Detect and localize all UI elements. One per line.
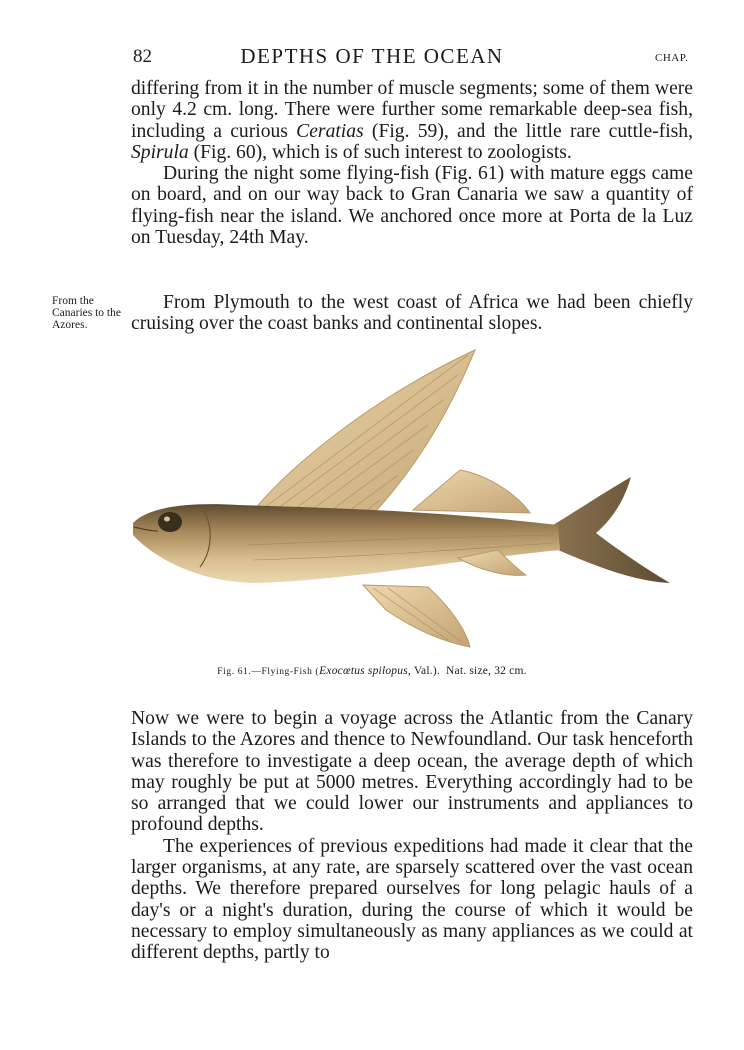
spirula-term: Spirula [131,141,189,163]
text-block-bottom [131,708,693,964]
running-title: DEPTHS OF THE OCEAN [240,44,504,68]
chapter-label: CHAP. [655,52,689,64]
fish-eye [158,512,182,532]
flying-fish-illustration [128,345,676,650]
paragraph-plymouth: From Plymouth to the west coast of Africa we had been chiefly cruising over the coast banks and continental slopes. [131,292,693,335]
caption-size: Nat. size, 32 cm. [446,665,527,677]
margin-note: From the Canaries to the Azores. [52,295,121,331]
running-header [0,44,744,70]
caption-author: , Val.). [407,665,440,677]
paragraph-atlantic-voyage: Now we were to begin a voyage across the Atlantic from the Canary Islands to the Azores and thence to Newfoundland. Our task henceforth was therefore to investigate a deep ocean, the average depth of which may roughly be put at 5000 metres. Everything accordingly had to be so arranged that we could lower our instruments and appliances to profound depths. [131,708,693,836]
paragraph-previous-expeditions: The experiences of previous expeditions had made it clear that the larger organisms, at any rate, are sparsely scattered over the vast ocean depths. We therefore prepared ourselves for long pelagic hauls of a day's or a night's duration, during the course of which it would be necessary to employ simultaneously as many appliances as we could at different depths, partly to [131,835,693,964]
dorsal-fin [413,470,530,513]
paragraph-continued: differing from it in the number of muscle segments; some of them were only 4.2 cm. long. There were further some remarkable deep-sea fish, including a curious Ceratias (Fig. 59), and the little rare cuttle-fish, Spirula (Fig. 60), which is of such interest to zoologists. [131,78,693,163]
text-block-middle [131,292,693,335]
ceratias-term: Ceratias [296,120,364,142]
tail-fin [553,477,670,583]
caption-prefix: Fig. 61.—Flying-Fish ( [217,667,320,677]
pelvic-fin [363,585,470,647]
page-number: 82 [133,46,152,67]
text-block-top [131,78,693,248]
figure-caption [0,665,744,677]
paragraph-flying-fish-night: During the night some flying-fish (Fig. 61) with mature eggs came on board, and on our way back to Gran Canaria we saw a quantity of flying-fish near the island. We anchored once more at Porta de la Luz on Tuesday, 24th May. [131,163,693,249]
caption-species: Exocœtus spilopus [319,665,408,677]
